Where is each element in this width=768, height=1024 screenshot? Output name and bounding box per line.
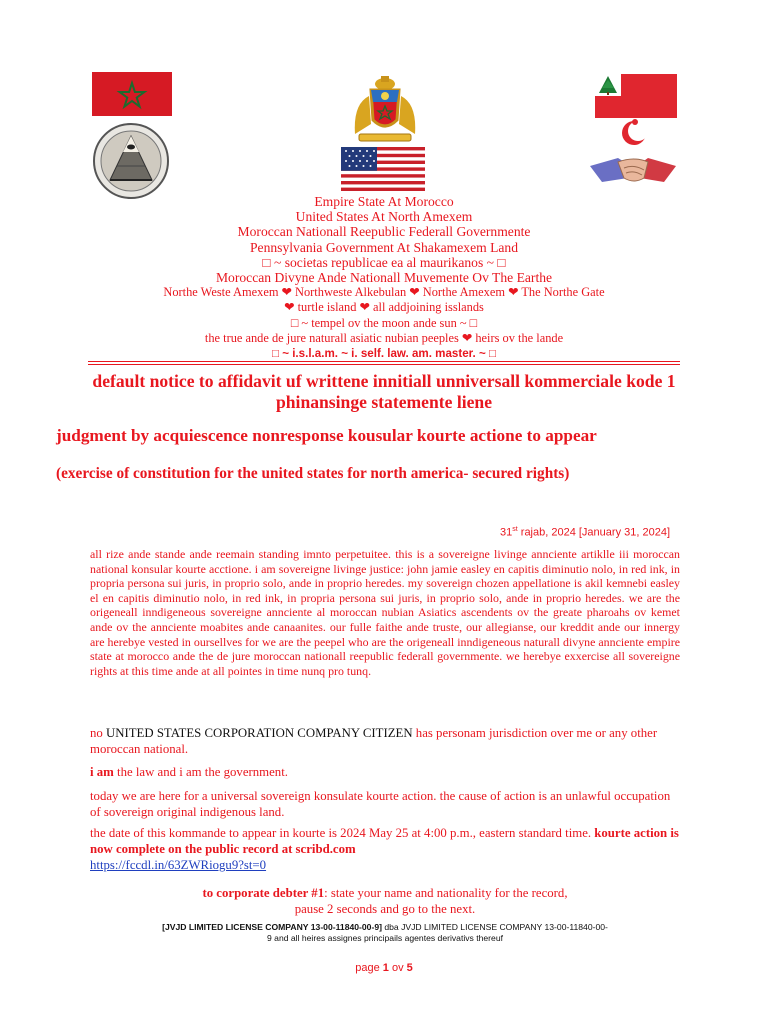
header-line: United States At North Amexem (295, 209, 473, 225)
header-line: Pennsylvania Government At Shakamexem Land (249, 239, 519, 255)
body-paragraph: all rize ande stande ande reemain standing imnto perpetuitee. this is a sovereigne livinge annciente artiklle iii moroccan national konsular kourte acctione. i am sovereigne livinge justice: john jamie easley en capitis diminutio nolo, in red ink, in propria persona sui juris, in proprio solo, ande in proprio heredes. my sovereign chozen appellatione is akil kemnebi easley el en capitis diminutio nolo, in red ink, in propria persona sui juris, in proprio solo, ande in proprio heredes. we are the origeneall inndigeneous sovereigne annciente al moroccan nubian Asiatics ascendents ov the greate pharoahs ov kemet ande ov the annciente moabites ande canaanites. our fulle faithe ande truste, our allegianse, our kreddit ande our innergy are herebye vested in oursellves for we are the peepel who are the origeneall inndigeneous naturall divyne annciente empire state at morocco ande the de jure moroccan nationall reepublic federall governmente. we herebye exxercise all sovereigne rights at this time ande at all pointes in time nunq pro tunq. (90, 547, 680, 678)
header-line: Northe Weste Amexem ❤ Northweste Alkebulan ❤ Northe Amexem ❤ The Northe Gate (163, 285, 605, 300)
date-paragraph: the date of this kommande to appear in kourte is 2024 May 25 at 4:00 p.m., eastern standard time. kourte action is now complete on the public record at scribd.com https://fccdl.in/63ZWRiogu9?st=0 (90, 826, 679, 872)
footer-note: [JVJD LIMITED LICENSE COMPANY 13-00-11840-00-9] dba JVJD LIMITED LICENSE COMPANY 13-00-11840-00-9 and all heires assignes principails agentes derivativs thereuf (162, 922, 608, 943)
page-subtitle-secondary: (exercise of constitution for the united states for north america- secured rights) (56, 465, 570, 482)
cause-paragraph: today we are here for a universal sovereign konsulate kourte action. the cause of action is an unlawful occupation of sovereign original indigenous land. (90, 789, 671, 819)
eye-pyramid-seal-icon (92, 122, 170, 200)
header-line: ❤ turtle island ❤ all addjoining isslands (284, 300, 484, 315)
jurisdiction-paragraph: no UNITED STATES CORPORATION COMPANY CITIZEN has personam jurisdiction over me or any other moroccan national. (90, 726, 658, 756)
header-line: Moroccan Divyne Ande Nationall Muvemente Ov The Earthe (215, 270, 553, 286)
page-number: page 1 ov 5 (355, 962, 413, 974)
scribd-link[interactable]: https://fccdl.in/63ZWRiogu9?st=0 (90, 858, 267, 872)
header-line: □ ~ i.s.l.a.m. ~ i. self. law. am. master. ~ □ (272, 347, 496, 361)
debtor-instruction: to corporate debter #1: state your name and nationality for the record, pause 2 seconds and go to the next. (202, 886, 568, 916)
cedar-flag-icon (595, 74, 677, 118)
divider-line (88, 364, 680, 365)
coat-of-arms-icon (335, 74, 435, 144)
header-line: the true ande de jure naturall asiatic nubian peeples ❤ heirs ov the lande (204, 330, 564, 345)
header-line: □ ~ tempel ov the moon ande sun ~ □ (290, 315, 478, 330)
document-date: 31st rajab, 2024 [January 31, 2024] (500, 526, 670, 539)
page-subtitle: judgment by acquiescence nonresponse kousular kourte actione to appear (56, 426, 597, 445)
divider-line (88, 361, 680, 362)
header-block (60, 194, 708, 361)
header-line: Empire State At Morocco (314, 194, 454, 209)
usa-flag-icon (341, 147, 425, 191)
law-statement: i am the law and i am the government. (90, 765, 288, 779)
page-title: default notice to affidavit uf writtene innitiall unniversall kommerciale kode 1 phinansinge statemente liene (92, 371, 676, 412)
handshake-icon (588, 148, 678, 194)
header-line: Moroccan Nationall Reepublic Federall Governmente (237, 224, 531, 240)
crescent-star-icon (614, 118, 660, 148)
header-line: □ ~ societas republicae ea al maurikanos ~ □ (262, 254, 506, 270)
morocco-flag-icon (92, 72, 172, 116)
